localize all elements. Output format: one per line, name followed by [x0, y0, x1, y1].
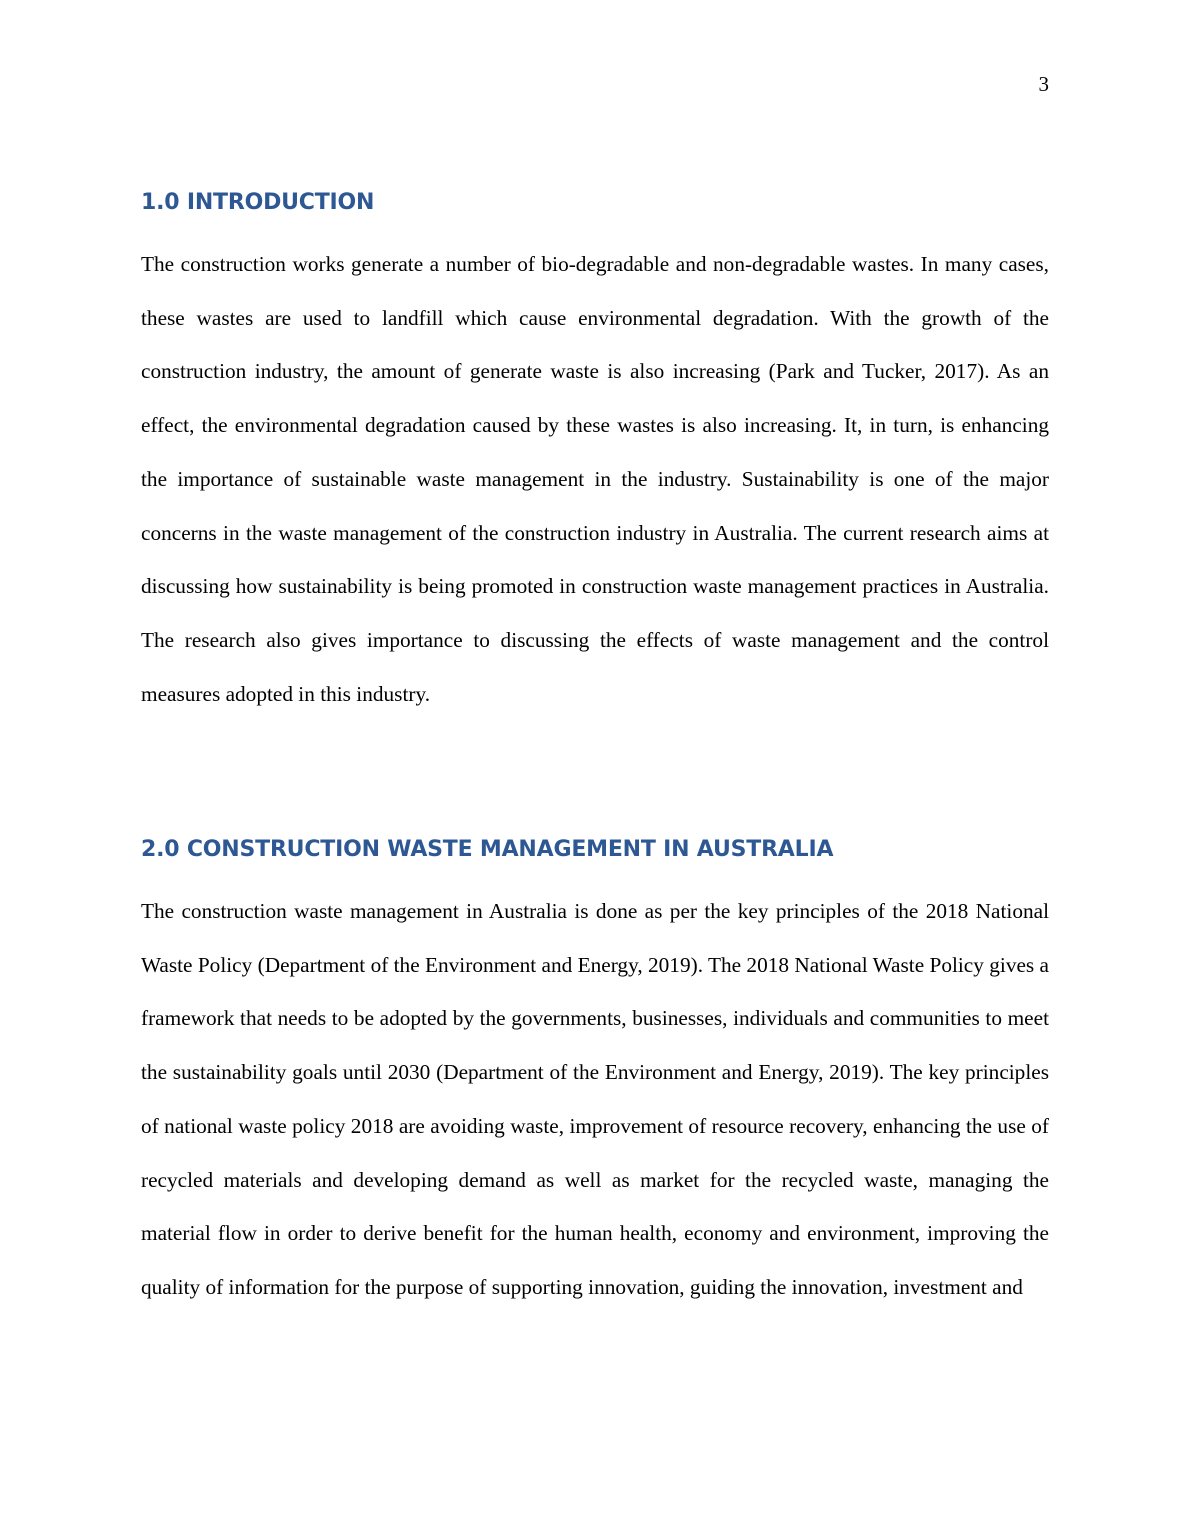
section-heading-introduction: 1.0 INTRODUCTION	[141, 190, 375, 215]
page-number: 3	[1038, 72, 1049, 96]
introduction-paragraph: The construction works generate a number of bio-degradable and non-degradable wastes. In many cases, these wastes are used to landfill which cause environmental degradation. With the growth of the construction industry, the amount of generate waste is also increasing (Park and Tucker, 2017). As an effect, the environmental degradation caused by these wastes is also increasing. It, in turn, is enhancing the importance of sustainable waste management in the industry. Sustainability is one of the major concerns in the waste management of the construction industry in Australia. The current research aims at discussing how sustainability is being promoted in construction waste management practices in Australia. The research also gives importance to discussing the effects of waste management and the control measures adopted in this industry.	[141, 252, 1049, 706]
section-heading-waste-management: 2.0 CONSTRUCTION WASTE MANAGEMENT IN AUSTRALIA	[141, 837, 834, 862]
waste-management-paragraph: The construction waste management in Australia is done as per the key principles of the 2018 National Waste Policy (Department of the Environment and Energy, 2019). The 2018 National Waste Policy gives a framework that needs to be adopted by the governments, businesses, individuals and communities to meet the sustainability goals until 2030 (Department of the Environment and Energy, 2019). The key principles of national waste policy 2018 are avoiding waste, improvement of resource recovery, enhancing the use of recycled materials and developing demand as well as market for the recycled waste, managing the material flow in order to derive benefit for the human health, economy and environment, improving the quality of information for the purpose of supporting innovation, guiding the innovation, investment and	[141, 899, 1049, 1299]
